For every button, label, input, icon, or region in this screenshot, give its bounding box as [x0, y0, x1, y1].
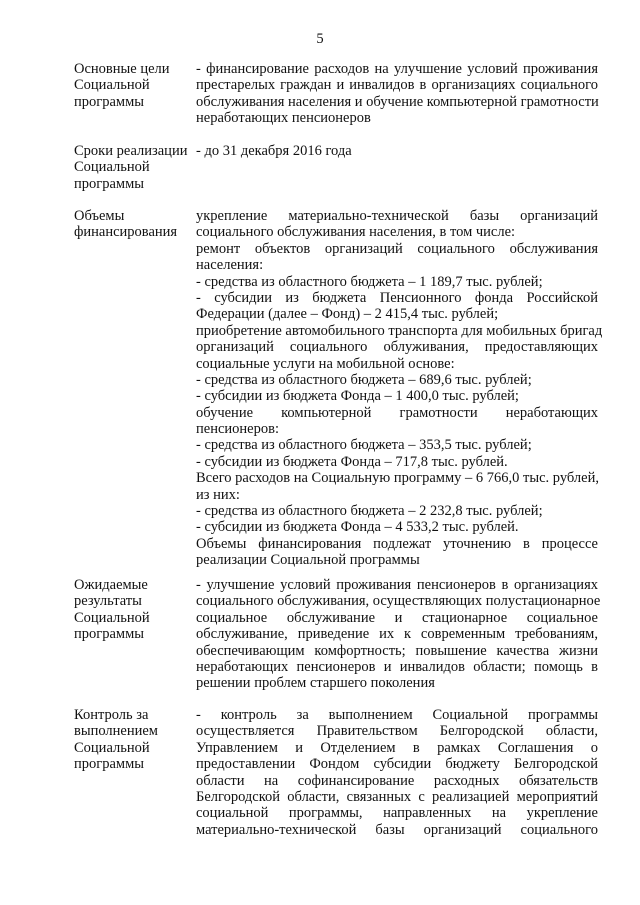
section-label [74, 577, 194, 643]
text-line: - финансирование расходов на улучшение условий проживания [196, 61, 598, 77]
text-line: осуществляется Правительством Белгородской области, [196, 723, 598, 740]
text-line: - контроль за выполнением Социальной программы [196, 707, 598, 723]
section-label-line: Социальной [74, 609, 150, 626]
text-line: приобретение автомобильного транспорта для мобильных бригад [196, 322, 603, 339]
text-line: социального обслуживания населения, в том числе: [196, 224, 516, 241]
text-line: социальные услуги на мобильной основе: [196, 355, 455, 372]
section-label-line: Социальной [74, 159, 150, 176]
section-content [196, 143, 598, 159]
text-line: ремонт объектов организаций социального обслуживания [196, 240, 598, 257]
text-line: - средства из областного бюджета – 689,6 тыс. рублей; [196, 371, 532, 388]
text-line: организаций социального облуживания, предоставляющих [196, 339, 598, 356]
text-line: обучение компьютерной грамотности неработающих [196, 404, 598, 421]
section-label-line: выполнением [74, 723, 158, 740]
section-label-line: Социальной [74, 739, 150, 756]
text-line: Управлением и Отделением в рамках Соглашения о [196, 739, 598, 756]
text-line: - средства из областного бюджета – 353,5 тыс. рублей; [196, 437, 532, 454]
section-label-line: программы [74, 626, 144, 643]
section-label-line: программы [74, 756, 144, 773]
text-line: Всего расходов на Социальную программу – 6 766,0 тыс. рублей, [196, 470, 599, 487]
text-line: обслуживание, приведение их к современным требованиям, [196, 626, 598, 643]
section-label-line: Объемы [74, 208, 125, 224]
section-content [196, 707, 598, 838]
section-label-line: Контроль за [74, 707, 149, 723]
text-line: населения: [196, 257, 264, 274]
text-line: Федерации (далее – Фонд) – 2 415,4 тыс. рублей; [196, 306, 499, 323]
text-line: предоставлении Фондом субсидии бюджету Белгородской [196, 756, 598, 773]
text-line: - до 31 декабря 2016 года [196, 143, 352, 159]
section-content [196, 61, 598, 127]
text-line: Объемы финансирования подлежат уточнению в процессе [196, 535, 598, 552]
section-label-line: программы [74, 175, 144, 192]
text-line: - улучшение условий проживания пенсионеров в организациях [196, 577, 598, 593]
text-line: - средства из областного бюджета – 2 232,8 тыс. рублей; [196, 503, 543, 520]
text-line: пенсионеров: [196, 421, 279, 438]
text-line: Белгородской области, связанных с реализацией мероприятий [196, 788, 598, 805]
text-line: - субсидии из бюджета Фонда – 1 400,0 тыс. рублей; [196, 388, 519, 405]
text-line: неработающих пенсионеров и инвалидов области; помощь в [196, 658, 598, 675]
text-line: обеспечивающим комфортность; повышение качества жизни [196, 642, 598, 659]
section-label [74, 707, 194, 773]
section-label [74, 61, 194, 110]
section-label-line: Основные цели [74, 61, 170, 77]
text-line: - субсидии из бюджета Пенсионного фонда Российской [196, 289, 598, 306]
section-content [196, 577, 601, 692]
text-line: - средства из областного бюджета – 1 189,7 тыс. рублей; [196, 273, 543, 290]
text-line: реализации Социальной программы [196, 552, 420, 569]
text-line: социальной программы, направленных на укрепление [196, 805, 598, 822]
text-line: из них: [196, 486, 240, 503]
section-label-line: результаты [74, 593, 142, 610]
text-line: престарелых граждан и инвалидов в организациях социального [196, 77, 598, 94]
text-line: материально-технической базы организаций социального [196, 821, 598, 838]
text-line: решении проблем старшего поколения [196, 675, 435, 692]
text-line: укрепление материально-технической базы организаций [196, 208, 598, 224]
page-number: 5 [316, 31, 324, 47]
section-content [196, 208, 603, 569]
section-label-line: Социальной [74, 77, 150, 94]
section-label-line: программы [74, 93, 144, 110]
section-label-line: Ожидаемые [74, 577, 148, 593]
text-line: неработающих пенсионеров [196, 110, 371, 127]
text-line: области на софинансирование расходных обязательств [196, 772, 598, 789]
text-line: обслуживания населения и обучение компьютерной грамотности [196, 93, 599, 110]
section-label [74, 208, 194, 241]
text-line: - субсидии из бюджета Фонда – 4 533,2 тыс. рублей. [196, 519, 519, 536]
text-line: социальное обслуживание и стационарное социальное [196, 609, 598, 626]
text-line: социального обслуживания, осуществляющих полустационарное [196, 593, 601, 610]
text-line: - субсидии из бюджета Фонда – 717,8 тыс. рублей. [196, 453, 508, 470]
section-label-line: Сроки реализации [74, 143, 188, 159]
section-label-line: финансирования [74, 224, 178, 241]
section-label [74, 143, 194, 192]
